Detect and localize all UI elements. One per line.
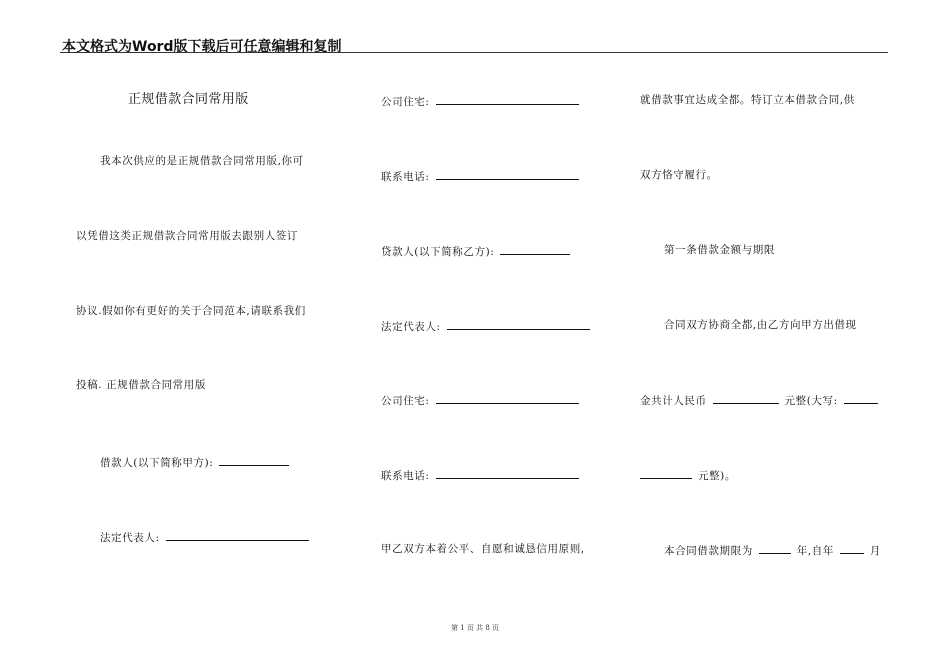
intro-line-2: 以凭借这类正规借款合同常用版去跟别人签订	[76, 230, 298, 242]
lender-line	[381, 243, 572, 259]
legal-rep-b-line	[381, 318, 592, 334]
agreement-line-2: 双方恪守履行。	[640, 169, 718, 181]
phone-b-label: 联系电话:	[381, 470, 430, 482]
amount-words-line	[640, 467, 736, 483]
legal-rep-a-label: 法定代表人:	[100, 532, 160, 544]
address-b-line	[381, 392, 581, 408]
lender-blank[interactable]	[500, 243, 570, 255]
article-1-line-1: 合同双方协商全都,由乙方向甲方出借现	[664, 319, 857, 331]
address-a-line	[381, 93, 581, 109]
term-from-label: 年,自年	[796, 545, 834, 557]
term-month-label: 月	[869, 545, 881, 557]
principle-line: 甲乙双方本着公平、自愿和诚恳信用原则,	[381, 543, 585, 555]
term-label: 本合同借款期限为	[664, 545, 753, 557]
amount-figure-blank[interactable]	[713, 392, 779, 404]
phone-b-blank[interactable]	[436, 467, 579, 479]
phone-a-label: 联系电话:	[381, 171, 430, 183]
address-a-blank[interactable]	[436, 93, 579, 105]
intro-line-1: 我本次供应的是正规借款合同常用版,你可	[100, 155, 304, 167]
phone-a-blank[interactable]	[436, 168, 579, 180]
legal-rep-a-blank[interactable]	[166, 529, 309, 541]
amount-line	[640, 392, 880, 408]
borrower-blank[interactable]	[219, 454, 289, 466]
borrower-label: 借款人(以下简称甲方):	[100, 457, 214, 469]
amount-words-blank-1[interactable]	[844, 392, 878, 404]
term-years-blank[interactable]	[759, 542, 791, 554]
legal-rep-b-blank[interactable]	[447, 318, 590, 330]
amount-words-blank-2[interactable]	[640, 467, 692, 479]
legal-rep-a-line	[100, 529, 311, 545]
phone-b-line	[381, 467, 581, 483]
column-1	[76, 0, 326, 672]
address-a-label: 公司住宅:	[381, 96, 430, 108]
legal-rep-b-label: 法定代表人:	[381, 321, 441, 333]
amount-words-label: 元整(大写:	[784, 395, 838, 407]
page-number: 第 1 页 共 8 页	[450, 624, 500, 632]
article-1-heading: 第一条借款金额与期限	[664, 244, 775, 256]
address-b-blank[interactable]	[436, 392, 579, 404]
borrower-line	[100, 454, 291, 470]
amount-label: 金共计人民币	[640, 395, 707, 407]
lender-label: 贷款人(以下简称乙方):	[381, 246, 495, 258]
address-b-label: 公司住宅:	[381, 395, 430, 407]
amount-words-end: 元整)。	[697, 470, 736, 482]
intro-line-4: 投稿. 正规借款合同常用版	[76, 379, 206, 391]
column-2	[381, 0, 611, 672]
agreement-line-1: 就借款事宜达成全都。特订立本借款合同,供	[640, 94, 855, 106]
term-from-year-blank[interactable]	[840, 542, 864, 554]
phone-a-line	[381, 168, 581, 184]
intro-line-3: 协议.假如你有更好的关于合同范本,请联系我们	[76, 305, 306, 317]
term-line	[664, 542, 881, 558]
contract-title: 正规借款合同常用版	[128, 92, 249, 107]
column-3	[640, 0, 890, 672]
document-header: 本文格式为Word版下载后可任意编辑和复制	[62, 39, 342, 55]
